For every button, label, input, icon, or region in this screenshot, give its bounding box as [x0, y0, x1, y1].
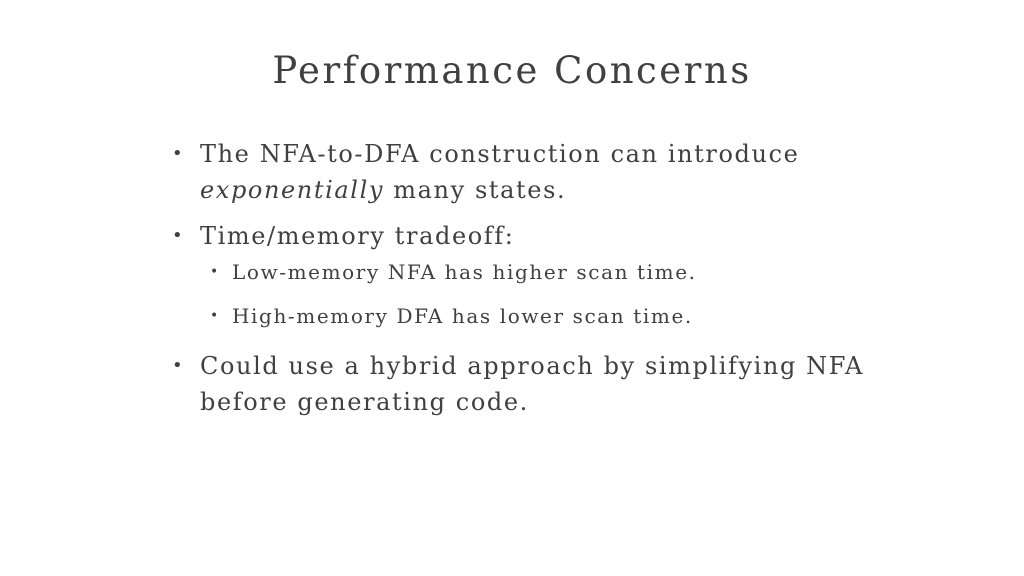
sub-bullet-dot-icon: • [210, 264, 220, 280]
bullet-nfa-dfa-construction [172, 136, 912, 208]
bullet-dot-icon: • [172, 225, 185, 246]
slide-title: Performance Concerns [272, 49, 752, 92]
bullet-dot-icon: • [172, 355, 185, 376]
bullet-hybrid-approach [172, 348, 912, 420]
slide-content [172, 136, 912, 420]
bullet-time-memory-tradeoff [172, 218, 912, 254]
bullet-emphasis: exponentially [200, 176, 385, 204]
bullet-text: Could use a hybrid approach by simplifying NFA before generating code. [200, 352, 864, 416]
sub-bullet-low-memory-nfa [172, 256, 912, 288]
sub-bullet-high-memory-dfa [172, 300, 912, 332]
bullet-dot-icon: • [172, 143, 185, 164]
bullet-text: Time/memory tradeoff: [200, 222, 515, 250]
bullet-text: The NFA-to-DFA construction can introduce [200, 140, 800, 168]
sub-bullet-text: High-memory DFA has lower scan time. [232, 304, 693, 328]
sub-bullet-dot-icon: • [210, 308, 220, 324]
bullet-text-end: many states. [384, 176, 567, 204]
sub-bullet-text: Low-memory NFA has higher scan time. [232, 260, 697, 284]
